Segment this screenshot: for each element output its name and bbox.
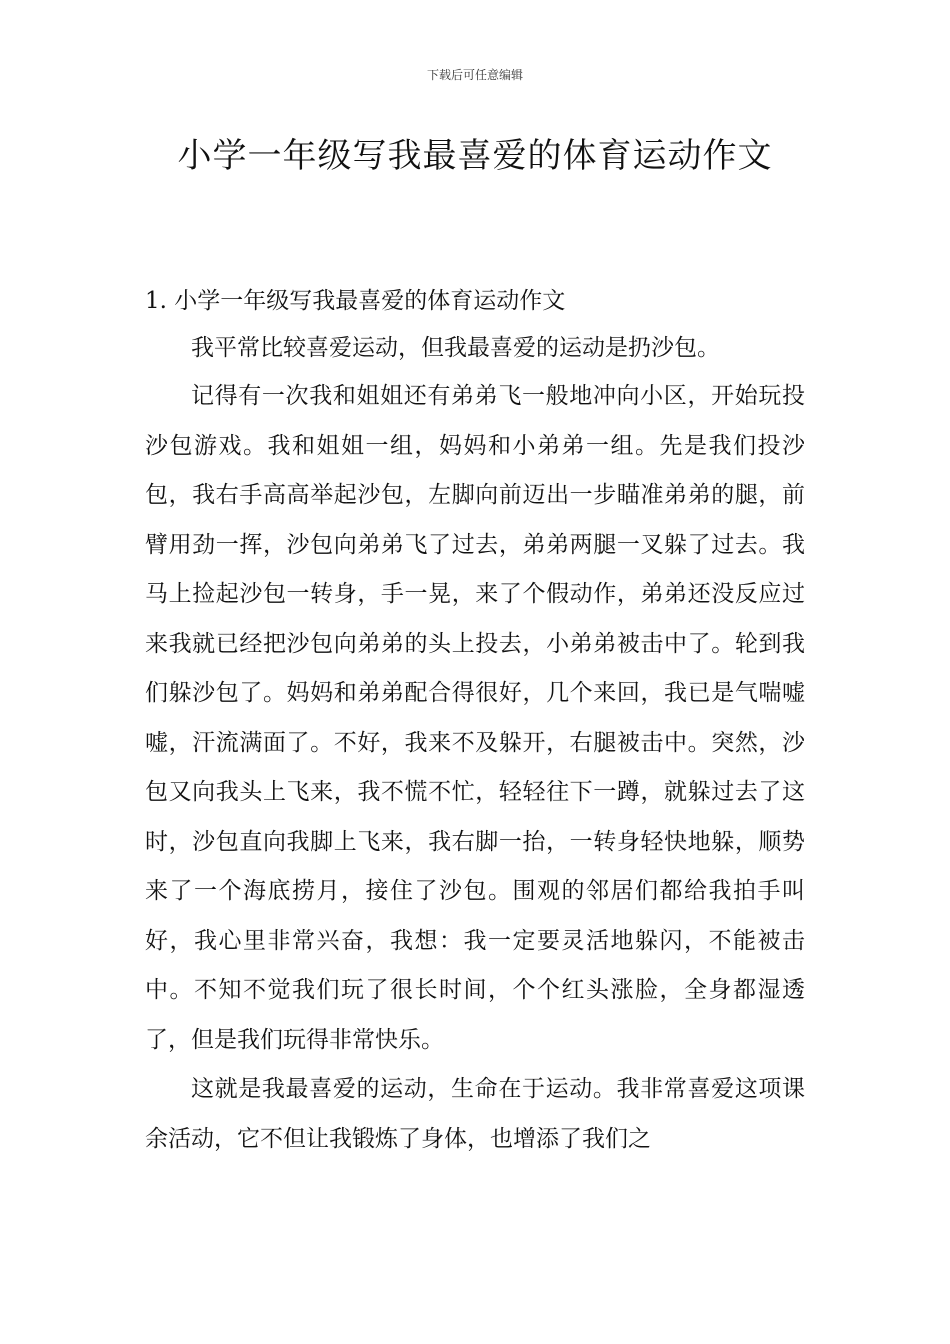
document-title: 小学一年级写我最喜爱的体育运动作文: [177, 136, 773, 176]
document-body: [145, 278, 805, 1164]
paragraph-story: 记得有一次我和姐姐还有弟弟飞一般地冲向小区，开始玩投沙包游戏。我和姐姐一组，妈妈和小弟弟一组。先是我们投沙包，我右手高高举起沙包，左脚向前迈出一步瞄准弟弟的腿，前臂用劲一挥，沙包向弟弟飞了过去，弟弟两腿一叉躲了过去。我马上捡起沙包一转身，手一晃，来了个假动作，弟弟还没反应过来我就已经把沙包向弟弟的头上投去，小弟弟被击中了。轮到我们躲沙包了。妈妈和弟弟配合得很好，几个来回，我已是气喘嘘嘘，汗流满面了。不好，我来不及躲开，右腿被击中。突然，沙包又向我头上飞来，我不慌不忙，轻轻往下一蹲，就躲过去了这时，沙包直向我脚上飞来，我右脚一抬，一转身轻快地躲，顺势来了一个海底捞月，接住了沙包。围观的邻居们都给我拍手叫好，我心里非常兴奋，我想：我一定要灵活地躲闪，不能被击中。不知不觉我们玩了很长时间，个个红头涨脸，全身都湿透了，但是我们玩得非常快乐。: [145, 383, 805, 1053]
header-note: 下载后可任意编辑: [426, 68, 523, 82]
paragraph-intro: 我平常比较喜爱运动，但我最喜爱的运动是扔沙包。: [191, 335, 720, 361]
section-heading: 1. 小学一年级写我最喜爱的体育运动作文: [145, 288, 566, 314]
paragraph-conclusion: 这就是我最喜爱的运动，生命在于运动。我非常喜爱这项课余活动，它不但让我锻炼了身体，也增添了我们之: [145, 1076, 805, 1152]
